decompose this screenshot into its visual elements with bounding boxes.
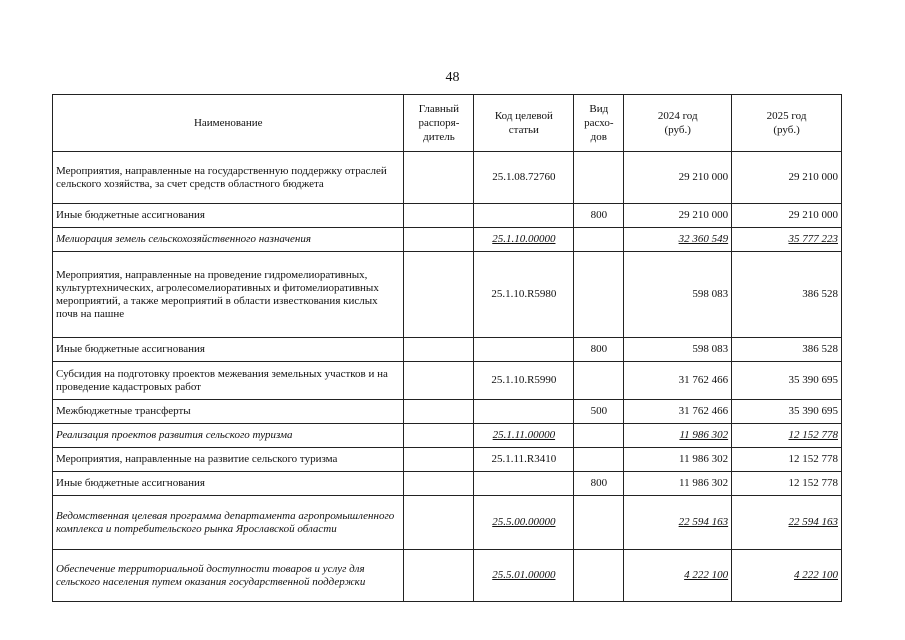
row-code: 25.1.10.R5980 — [474, 252, 574, 338]
row-kind: 800 — [574, 338, 624, 362]
row-2024: 11 986 302 — [624, 424, 732, 448]
header-kind-line: расхо- — [584, 117, 614, 129]
table-row — [53, 362, 842, 400]
table-row — [53, 252, 842, 338]
row-name: Ведомственная целевая программа департамента агропромышленного комплекса и потребительского рынка Ярославской области — [53, 496, 404, 550]
table-row — [53, 472, 842, 496]
table-row — [53, 338, 842, 362]
row-name: Межбюджетные трансферты — [53, 400, 404, 424]
row-admin — [404, 400, 474, 424]
table-header-row — [53, 95, 842, 152]
table-row — [53, 228, 842, 252]
row-2025: 386 528 — [732, 338, 842, 362]
row-code — [474, 400, 574, 424]
row-kind — [574, 252, 624, 338]
row-code: 25.5.01.00000 — [474, 550, 574, 602]
row-kind: 800 — [574, 472, 624, 496]
row-name: Обеспечение территориальной доступности товаров и услуг для сельского населения путем оказания государственной поддержки — [53, 550, 404, 602]
row-2024: 31 762 466 — [624, 362, 732, 400]
budget-table — [52, 94, 842, 602]
page-number: 48 — [445, 70, 460, 85]
row-code: 25.1.10.00000 — [474, 228, 574, 252]
header-admin-line: дитель — [423, 131, 455, 143]
row-admin — [404, 424, 474, 448]
header-admin — [404, 95, 474, 152]
row-2024: 598 083 — [624, 338, 732, 362]
table-row — [53, 424, 842, 448]
row-admin — [404, 472, 474, 496]
row-2025: 22 594 163 — [732, 496, 842, 550]
header-2024-line: 2024 год — [657, 110, 698, 122]
row-2024: 11 986 302 — [624, 472, 732, 496]
row-name: Субсидия на подготовку проектов межевания земельных участков и на проведение кадастровых работ — [53, 362, 404, 400]
row-kind — [574, 496, 624, 550]
header-2025-line: (руб.) — [773, 124, 800, 136]
row-kind — [574, 152, 624, 204]
header-admin-line: Главный — [418, 103, 460, 115]
header-kind-line: Вид — [589, 103, 609, 115]
row-kind — [574, 424, 624, 448]
header-code-line: Код целевой — [494, 110, 553, 122]
row-2025: 4 222 100 — [732, 550, 842, 602]
table-row — [53, 400, 842, 424]
row-2025: 35 390 695 — [732, 400, 842, 424]
row-code: 25.1.11.R3410 — [474, 448, 574, 472]
table-row — [53, 204, 842, 228]
row-2025: 12 152 778 — [732, 448, 842, 472]
row-2025: 29 210 000 — [732, 152, 842, 204]
row-2025: 386 528 — [732, 252, 842, 338]
row-2024: 4 222 100 — [624, 550, 732, 602]
header-2024 — [624, 95, 732, 152]
row-kind — [574, 228, 624, 252]
row-kind: 500 — [574, 400, 624, 424]
row-admin — [404, 252, 474, 338]
row-admin — [404, 448, 474, 472]
row-code: 25.5.00.00000 — [474, 496, 574, 550]
row-2025: 12 152 778 — [732, 472, 842, 496]
row-2024: 31 762 466 — [624, 400, 732, 424]
row-kind — [574, 362, 624, 400]
row-name: Иные бюджетные ассигнования — [53, 204, 404, 228]
header-code — [474, 95, 574, 152]
row-code — [474, 472, 574, 496]
table-row — [53, 152, 842, 204]
row-2024: 29 210 000 — [624, 204, 732, 228]
row-code — [474, 204, 574, 228]
row-2024: 11 986 302 — [624, 448, 732, 472]
table-row — [53, 448, 842, 472]
row-2025: 29 210 000 — [732, 204, 842, 228]
row-name: Мероприятия, направленные на развитие сельского туризма — [53, 448, 404, 472]
header-admin-line: распоря- — [418, 117, 460, 129]
row-kind — [574, 448, 624, 472]
row-2024: 32 360 549 — [624, 228, 732, 252]
header-name: Наименование — [53, 95, 404, 152]
row-admin — [404, 496, 474, 550]
table-row — [53, 496, 842, 550]
row-name: Реализация проектов развития сельского туризма — [53, 424, 404, 448]
row-admin — [404, 550, 474, 602]
header-2025 — [732, 95, 842, 152]
row-name: Мелиорация земель сельскохозяйственного назначения — [53, 228, 404, 252]
row-2024: 29 210 000 — [624, 152, 732, 204]
row-2024: 598 083 — [624, 252, 732, 338]
row-2025: 12 152 778 — [732, 424, 842, 448]
table-row — [53, 550, 842, 602]
row-name: Иные бюджетные ассигнования — [53, 338, 404, 362]
row-kind: 800 — [574, 204, 624, 228]
row-admin — [404, 362, 474, 400]
row-admin — [404, 204, 474, 228]
row-code — [474, 338, 574, 362]
row-name: Мероприятия, направленные на государственную поддержку отраслей сельского хозяйства, за счет средств областного бюджета — [53, 152, 404, 204]
row-2025: 35 777 223 — [732, 228, 842, 252]
row-kind — [574, 550, 624, 602]
row-name: Иные бюджетные ассигнования — [53, 472, 404, 496]
header-code-line: статьи — [508, 124, 539, 136]
row-admin — [404, 152, 474, 204]
row-name: Мероприятия, направленные на проведение гидромелиоративных, культуртехнических, агролесомелиоративных и фитомелиоративных мероприятий, а также мероприятий в области известкования кислых почв на пашне — [53, 252, 404, 338]
row-2025: 35 390 695 — [732, 362, 842, 400]
row-admin — [404, 228, 474, 252]
row-2024: 22 594 163 — [624, 496, 732, 550]
header-kind-line: дов — [590, 131, 607, 143]
header-2025-line: 2025 год — [766, 110, 807, 122]
row-code: 25.1.10.R5990 — [474, 362, 574, 400]
row-admin — [404, 338, 474, 362]
row-code: 25.1.08.72760 — [474, 152, 574, 204]
header-2024-line: (руб.) — [664, 124, 691, 136]
row-code: 25.1.11.00000 — [474, 424, 574, 448]
header-kind — [574, 95, 624, 152]
